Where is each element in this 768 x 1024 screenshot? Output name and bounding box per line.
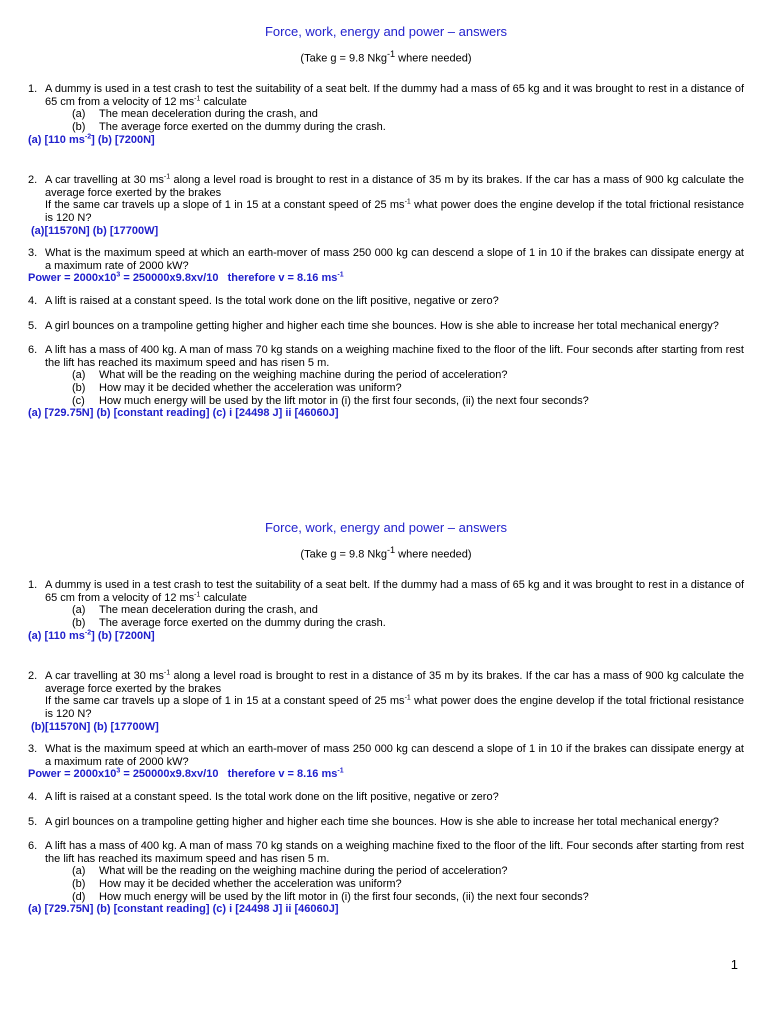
worksheet-subtitle: (Take g = 9.8 Nkg$^{-1}$ where needed) <box>300 49 472 65</box>
question-4: 4. A lift is raised at a constant speed. Is the total work done on the lift positive, negative or zero? <box>28 294 499 307</box>
question-6-part-d: (d) How much energy will be used by the lift motor in (i) the first four seconds, (ii) the next four seconds? <box>72 890 589 903</box>
answer-3: Power = $2000x10^3 = 250000x9.8xv/10$ therefore v = 8.16 $ms^{-1}$ <box>28 271 344 285</box>
question-3: 3. What is the maximum speed at which an earth-mover of mass 250 000 kg can descend a slope of 1 in 10 if the brakes can dissipate energy at a maximum rate of 2000 kW? <box>28 247 744 272</box>
question-1-part-b: (b) The average force exerted on the dummy during the crash. <box>72 617 386 630</box>
question-5: 5. A girl bounces on a trampoline getting higher and higher each time she bounces. How is she able to increase her total mechanical energy? <box>28 815 719 828</box>
question-1-part-a: (a) The mean deceleration during the crash, and <box>72 604 318 617</box>
question-6: 6. A lift has a mass of 400 kg. A man of mass 70 kg stands on a weighing machine fixed to the floor of the lift. Four seconds after starting from rest the lift has reached its maximum speed and has risen 5 m. (a) What will be the reading on the weighing machine during the period of acceleration? (b) How may it be decided whether the acceleration was uniform? (c) How much energy will be used by the lift motor in (i) the first four seconds, (ii) the next four seconds? <box>28 344 744 407</box>
question-2: 2. A car travelling at 30 $ms^{-1}$ along a level road is brought to rest in a distance of 35 m by its brakes. If the car has a mass of 900 kg calculate the average force exerted by the brakes If the same car travels up a slope of 1 in 15 at a constant speed of 25 $ms^{-1}$ what power does the engine develop if the total frictional resistance is 120 N? <box>28 173 744 224</box>
worksheet-subtitle: (Take g = 9.8 Nkg$^{-1}$ where needed) <box>300 545 472 561</box>
question-6-part-c: (c) How much energy will be used by the lift motor in (i) the first four seconds, (ii) the next four seconds? <box>72 394 589 407</box>
page-number: 1 <box>730 957 738 972</box>
question-6-part-a: (a) What will be the reading on the weighing machine during the period of acceleration? <box>72 369 508 382</box>
question-1: 1. A dummy is used in a test crash to test the suitability of a seat belt. If the dummy had a mass of 65 kg and it was brought to rest in a distance of 65 cm from a velocity of 12 $ms^{-1}$ calculate (a) The mean deceleration during the crash, and (b) The average force exerted on the dummy during the crash. <box>28 579 744 630</box>
answer-6: (a) [729.75N] (b) [constant reading] (c) i [24498 J] ii [46060J] <box>28 903 339 916</box>
question-6-part-b: (b) How may it be decided whether the acceleration was uniform? <box>72 381 402 394</box>
question-1: 1. A dummy is used in a test crash to test the suitability of a seat belt. If the dummy had a mass of 65 kg and it was brought to rest in a distance of 65 cm from a velocity of 12 $ms^{-1}$ calculate (a) The mean deceleration during the crash, and (b) The average force exerted on the dummy during the crash. <box>28 83 744 134</box>
answer-2: (b)[11570N] (b) [17700W] <box>31 720 159 733</box>
question-5: 5. A girl bounces on a trampoline getting higher and higher each time she bounces. How is she able to increase her total mechanical energy? <box>28 319 719 332</box>
answer-1: (a) [110 $ms^{-2}$] (b) [7200N] <box>28 628 155 642</box>
question-6-part-b: (b) How may it be decided whether the acceleration was uniform? <box>72 877 402 890</box>
answer-1: (a) [110 $ms^{-2}$] (b) [7200N] <box>28 132 155 146</box>
answer-6: (a) [729.75N] (b) [constant reading] (c) i [24498 J] ii [46060J] <box>28 407 339 420</box>
worksheet-copy-2 <box>28 520 744 916</box>
answer-3: Power = $2000x10^3 = 250000x9.8xv/10$ therefore v = 8.16 $ms^{-1}$ <box>28 767 344 781</box>
question-2: 2. A car travelling at 30 $ms^{-1}$ along a level road is brought to rest in a distance of 35 m by its brakes. If the car has a mass of 900 kg calculate the average force exerted by the brakes If the same car travels up a slope of 1 in 15 at a constant speed of 25 $ms^{-1}$ what power does the engine develop if the total frictional resistance is 120 N? <box>28 669 744 720</box>
question-4: 4. A lift is raised at a constant speed. Is the total work done on the lift positive, negative or zero? <box>28 790 499 803</box>
question-3: 3. What is the maximum speed at which an earth-mover of mass 250 000 kg can descend a slope of 1 in 10 if the brakes can dissipate energy at a maximum rate of 2000 kW? <box>28 743 744 768</box>
worksheet-copy-1 <box>28 24 744 420</box>
question-6-part-a: (a) What will be the reading on the weighing machine during the period of acceleration? <box>72 865 508 878</box>
worksheet-title: Force, work, energy and power – answers <box>264 520 508 535</box>
question-1-part-b: (b) The average force exerted on the dummy during the crash. <box>72 121 386 134</box>
answer-2: (a)[11570N] (b) [17700W] <box>31 224 159 237</box>
question-6: 6. A lift has a mass of 400 kg. A man of mass 70 kg stands on a weighing machine fixed to the floor of the lift. Four seconds after starting from rest the lift has reached its maximum speed and has risen 5 m. (a) What will be the reading on the weighing machine during the period of acceleration? (b) How may it be decided whether the acceleration was uniform? (d) How much energy will be used by the lift motor in (i) the first four seconds, (ii) the next four seconds? <box>28 840 744 903</box>
question-1-part-a: (a) The mean deceleration during the crash, and <box>72 108 318 121</box>
worksheet-title: Force, work, energy and power – answers <box>264 24 508 39</box>
